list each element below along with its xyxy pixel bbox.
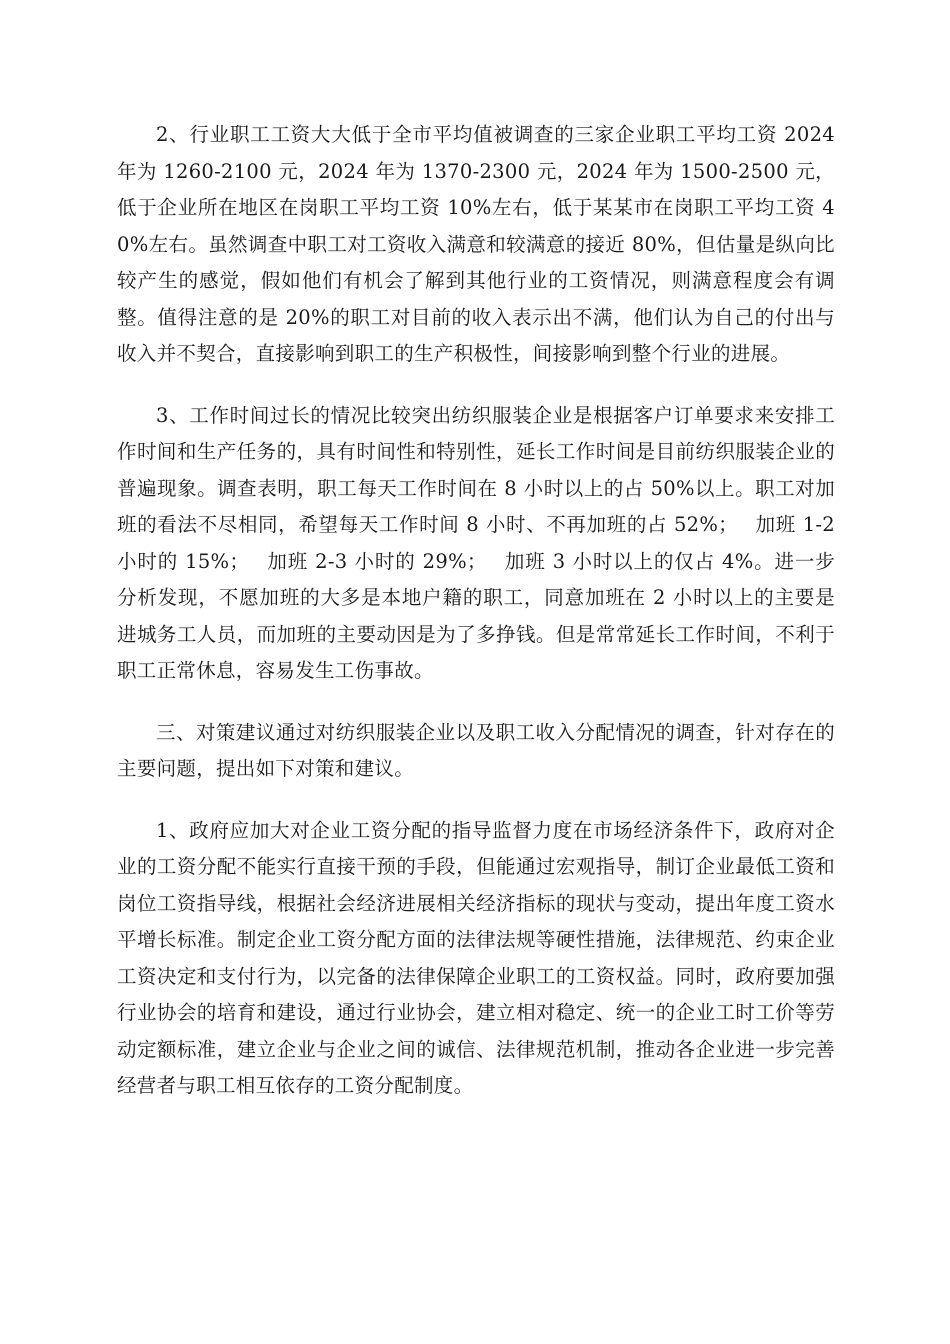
paragraph-policy-heading: 三、对策建议通过对纺织服装企业以及职工收入分配情况的调查，针对存在的主要问题，提出如下对策和建议。 — [117, 720, 835, 780]
paragraph-wage-gap: 2、行业职工工资大大低于全市平均值被调查的三家企业职工平均工资 2024 年为 1260-2100 元，2024 年为 1370-2300 元，2024 年为 1500-2500 元，低于企业所在地区在岗职工平均工资 10%左右，低于某某市在岗职工平均工资 40%左右。虽然调查中职工对工资收入满意和较满意的接近 80%，但估量是纵向比较产生的感觉，假如他们有机会了解到其他行业的工资情况，则满意程度会有调整。值得注意的是 20%的职工对目前的收入表示出不满，他们认为自己的付出与收入并不契合，直接影响到职工的生产积极性，间接影响到整个行业的进展。 — [117, 123, 835, 365]
paragraph-government-guidance: 1、政府应加大对企业工资分配的指导监督力度在市场经济条件下，政府对企业的工资分配不能实行直接干预的手段，但能通过宏观指导，制订企业最低工资和岗位工资指导线，根据社会经济进展相关经济指标的现状与变动，提出年度工资水平增长标准。制定企业工资分配方面的法律法规等硬性措施，法律规范、约束企业工资决定和支付行为，以完备的法律保障企业职工的工资权益。同时，政府要加强行业协会的培育和建设，通过行业协会，建立相对稳定、统一的企业工时工价等劳动定额标准，建立企业与企业之间的诚信、法律规范机制，推动各企业进一步完善经营者与职工相互依存的工资分配制度。 — [117, 818, 835, 1097]
document-page — [117, 117, 835, 1105]
paragraph-working-hours: 3、工作时间过长的情况比较突出纺织服装企业是根据客户订单要求来安排工作时间和生产任务的，具有时间性和特别性，延长工作时间是目前纺织服装企业的普遍现象。调查表明，职工每天工作时间在 8 小时以上的占 50%以上。职工对加班的看法不尽相同，希望每天工作时间 8 小时、不再加班的占 52%； 加班 1-2 小时的 15%； 加班 2-3 小时的 29%； 加班 3 小时以上的仅占 4%。进一步分析发现，不愿加班的大多是本地户籍的职工，同意加班在 2 小时以上的主要是进城务工人员，而加班的主要动因是为了多挣钱。但是常常延长工作时间，不利于职工正常休息，容易发生工伤事故。 — [117, 403, 835, 682]
